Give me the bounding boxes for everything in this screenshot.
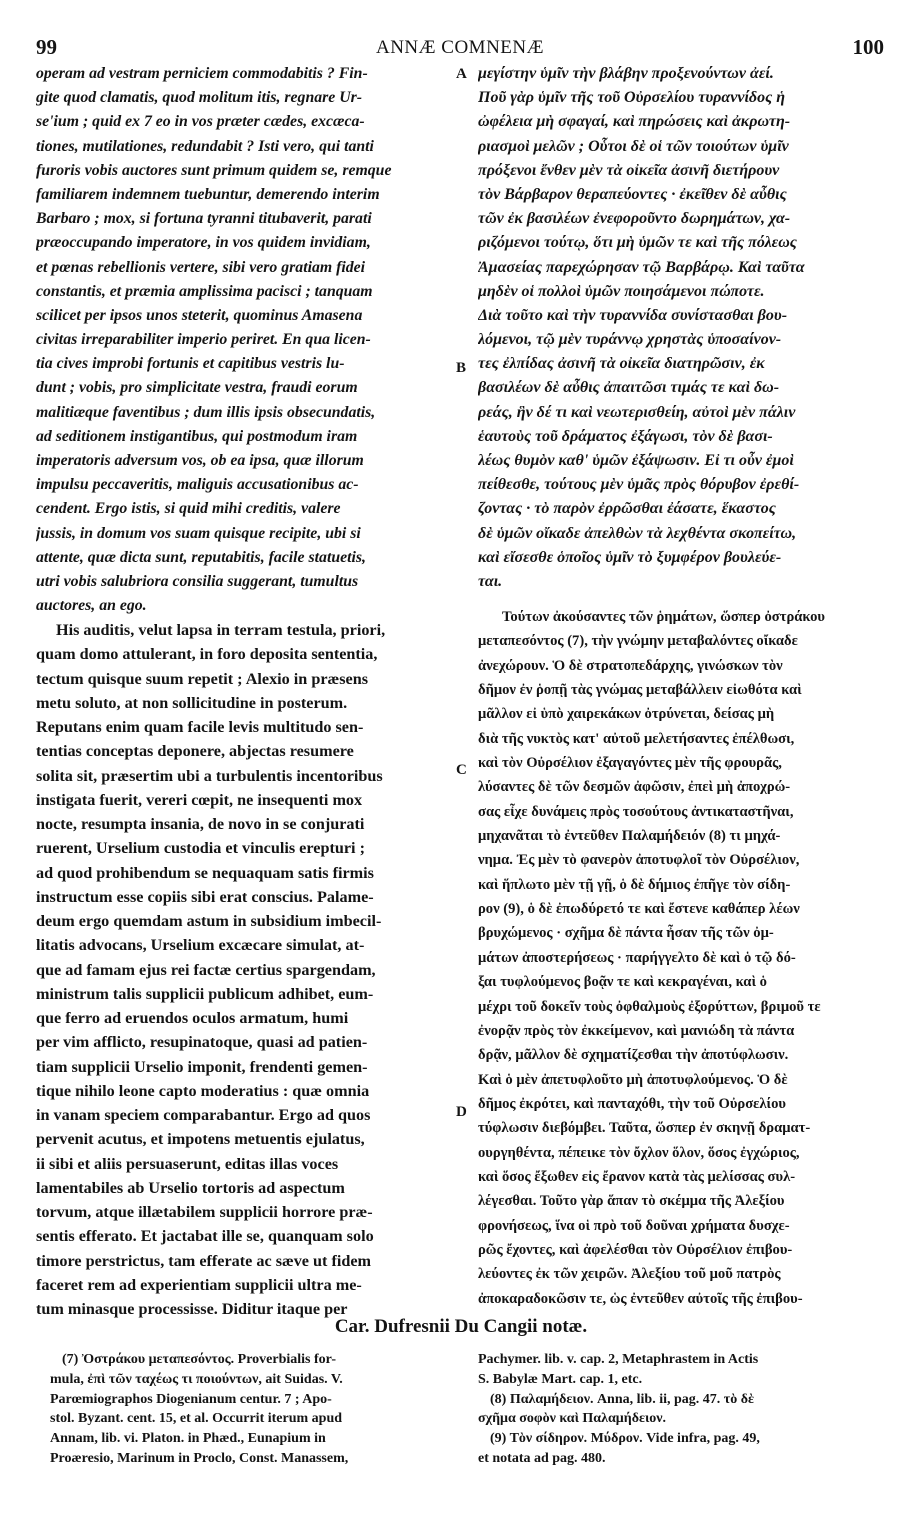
greek-italic-line: Ἀμασείας παρεχώρησαν τῷ Βαρβάρῳ. Καὶ ταῦτα (478, 258, 805, 276)
greek-speech-column (478, 62, 888, 594)
greek-text-line: μᾶλλον εἰ ὑπὸ χαιρεκάκων ὀτρύνεται, δείσας μὴ (478, 706, 775, 723)
latin-text-line: ad quod prohibendum se nequaquam satis firmis (36, 863, 374, 882)
latin-text-line: ministrum talis supplicii publicum adhibet, eum- (36, 984, 374, 1003)
greek-text-line: καὶ ὅσος ἔξωθεν εἰς ἔρανον κατὰ τὰς μελίσσας συλ- (478, 1168, 796, 1185)
note-line: stol. Byzant. cent. 15, et al. Occurrit iterum apud (50, 1411, 343, 1427)
greek-text-line: ξαι τυφλούμενος βοᾷν τε καὶ κεκραγέναι, καὶ ὁ (478, 974, 767, 991)
latin-italic-line: dunt ; vobis, pro simplicitate vestra, fraudi eorum (36, 379, 358, 397)
latin-text-line: deum ergo quemdam astum in subsidium imbecil- (36, 912, 382, 930)
greek-italic-line: μεγίστην ὑμῖν τὴν βλάβην προξενούντων ἀεί. (478, 65, 774, 82)
latin-text-line: quam domo attulerant, in foro deposita sententia, (36, 645, 378, 664)
notes-heading: Car. Dufresnii Du Cangii notæ. (334, 1316, 588, 1337)
running-head (36, 35, 884, 65)
greek-italic-line: τὸν Βάρβαρον θεραπεύοντες · ἐκεῖθεν δὲ αὖθις (478, 185, 787, 203)
greek-italic-line: Διὰ τοῦτο καὶ τὴν τυραννίδα συνίστασθαι βου- (478, 306, 788, 324)
latin-italic-line: scilicet per ipsos unos steterit, quominus Amasena (36, 306, 363, 324)
note-line: (9) Τὸν σίδηρον. Μύδρον. Vide infra, pag. 49, (490, 1431, 760, 1447)
latin-italic-line: familiarem indemnem tuebuntur, demerendo interim (36, 185, 380, 203)
latin-italic-line: et pœnas rebellionis vertere, sibi vero gratiam fidei (36, 258, 366, 276)
latin-italic-line: ad seditionem instigantibus, qui postmodum iram (36, 427, 358, 445)
greek-italic-line: πείθεσθε, τούτους μὲν ὑμᾶς πρὸς θόρυβον ἐρεθί- (478, 476, 800, 494)
greek-text-line: λύσαντες δὲ τῶν δεσμῶν ἀφῶσιν, ἐπεὶ μὴ ἀποχρώ- (478, 779, 791, 796)
greek-italic-line: δὲ ὑμῶν οἴκαδε ἀπελθὼν τὰ λεχθέντα σκοπείτω, (478, 524, 797, 542)
greek-text-line: καὶ τὸν Οὐρσέλιον ἐξαγαγόντες μὲν τῆς φρουρᾶς, (478, 755, 782, 772)
greek-italic-line: τες ἐλπίδας ἀσινῆ τὰ οἰκεῖα διατηρῶσιν, ἐκ (478, 355, 765, 373)
greek-italic-line: λόμενοι, τῷ μὲν τυράννῳ χρηστὰς ὑποσαίνον- (478, 331, 782, 349)
greek-italic-line: πρόξενοι ἔνθεν μὲν τὰ οἰκεῖα ἀσινῆ διετήρουν (478, 161, 780, 179)
greek-text-line: ἀνεχώρουν. Ὁ δὲ στρατοπεδάρχης, γινώσκων τὸν (478, 657, 783, 674)
latin-text-line: Reputans enim quam facile levis multitudo sen- (36, 718, 364, 736)
greek-text-line: Τούτων ἀκούσαντες τῶν ῥημάτων, ὥσπερ ὀστράκου (502, 609, 825, 625)
latin-text-line: pervenit acutus, et impotens metuentis ejulatus, (36, 1130, 365, 1149)
greek-italic-line: ται. (478, 572, 503, 590)
greek-text-line: ἀποκαραδοκῶσιν τε, ὡς ἐντεῦθεν αὐτοῖς τῆς ἐπιβου- (478, 1290, 803, 1307)
note-line: Annam, lib. vi. Platon. in Phæd., Eunapium in (50, 1431, 326, 1447)
greek-text-line: βρυχώμενος · σχῆμα δὲ πάντα ἦσαν τῆς τῶν ὀμ- (478, 925, 774, 942)
greek-italic-line: λέως θυμὸν καθ' ὑμῶν ἐξάψωσιν. Εἰ τι οὖν ἐμοὶ (478, 452, 794, 469)
greek-text-line: φρονήσεως, ἵνα οἱ πρὸ τοῦ δοῦναι χρήματα δυσχε- (478, 1217, 790, 1234)
latin-text-line: torvum, atque illætabilem supplicii horrore præ- (36, 1203, 373, 1221)
latin-italic-line: malitiæque faventibus ; dum illis ipsis obsecundatis, (36, 403, 376, 421)
margin-mark-c: C (456, 762, 467, 778)
latin-italic-line: auctores, an ego. (36, 597, 147, 615)
latin-text-line: ii sibi et aliis persuaserunt, editas illas voces (36, 1154, 339, 1173)
latin-italic-line: cendent. Ergo istis, si quid mihi creditis, valere (36, 500, 341, 518)
margin-mark-a: A (456, 66, 467, 82)
note-line: Proæresio, Marinum in Proclo, Const. Manassem, (50, 1450, 349, 1466)
greek-text-line: μεταπεσόντος (7), τὴν γνώμην μεταβαλόντες οἴκαδε (478, 633, 798, 650)
latin-text-line: ruerent, Urselium custodia et vinculis erepturi ; (36, 839, 365, 858)
latin-text-line: sentis efferato. Et jactabat ille se, quanquam solo (36, 1227, 374, 1246)
greek-text-line: δῆμον ἐν ῥοπῇ τὰς γνώμας μεταβάλλειν εἰωθότα καὶ (478, 682, 802, 699)
latin-text-line: que ferro ad eruendos oculos armatum, humi (36, 1009, 349, 1027)
latin-text-line: timore perstrictus, tam efferate ac sæve ut fidem (36, 1251, 372, 1270)
greek-text-line: νημα. Ἐς μὲν τὸ φανερὸν ἀποτυφλοῖ τὸν Οὐρσέλιον, (478, 852, 800, 869)
greek-italic-line: βασιλέων δὲ αὖθις ἀπαιτῶσι τιμάς τε καὶ δω- (478, 379, 780, 397)
greek-narrative-column (478, 605, 886, 1311)
greek-text-line: καὶ ἥπλωτο μὲν τῇ γῇ, ὁ δὲ δήμιος ἐπῆγε τὸν σίδη- (478, 876, 791, 893)
latin-italic-line: utri vobis salubriora consilia suggerant, tumultus (36, 572, 359, 590)
greek-text-line: μηχανᾶται τὸ ἐντεῦθεν Παλαμήδειόν (8) τι μηχά- (478, 828, 781, 845)
greek-text-line: λεύοντες ἐκ τῶν χειρῶν. Ἀλεξίου τοῦ μοῦ πατρὸς (478, 1266, 781, 1283)
latin-text-line: tum minasque processisse. Diditur itaque per (36, 1300, 348, 1318)
latin-italic-line: Barbaro ; mox, si fortuna tyranni titubaverit, parati (36, 210, 372, 228)
greek-text-line: ουργηθέντα, πέπεικε τὸν ὄχλον ὅλον, ὅσος ἐγχώριος, (478, 1144, 800, 1161)
greek-text-line: λέγεσθαι. Τοῦτο γὰρ ἅπαν τὸ σκέμμα τῆς Ἀλεξίου (478, 1193, 785, 1210)
latin-text-line: faceret rem ad experientiam supplicii ultra me- (36, 1275, 362, 1294)
notes-left-column (50, 1350, 450, 1469)
greek-italic-line: ριζόμενοι τούτῳ, ὅτι μὴ ὑμῶν τε καὶ τῆς πόλεως (478, 234, 797, 252)
greek-italic-line: ὠφέλεια μὴ σφαγαί, καὶ πηρώσεις καὶ ἀκρωτη- (478, 113, 791, 131)
latin-text-line: in vanam speciem comparabantur. Ergo ad quos (36, 1106, 371, 1124)
latin-text-line: tectum quisque suum repetit ; Alexio in præsens (36, 669, 369, 688)
running-title: ANNÆ COMNENÆ (375, 37, 545, 58)
greek-italic-line: τῶν ἐκ βασιλέων ἐνεφοροῦντο δωρημάτων, χα- (478, 210, 791, 228)
greek-text-line: μάτων ἀποστερήσεως · παρήγγελτο δὲ καὶ ὁ τῷ δό- (478, 949, 796, 966)
greek-text-line: τύφλωσιν διεβόμβει. Ταῦτα, ὥσπερ ἐν σκηνῇ δραματ- (478, 1120, 811, 1137)
latin-italic-line: civitas irreparabiliter imperio periret. En qua licen- (36, 331, 371, 349)
latin-text-line: instigata fuerit, vereri cœpit, ne insequenti mox (36, 790, 363, 809)
latin-italic-line: tia cives improbi fortunis et capitibus vestris lu- (36, 355, 345, 373)
greek-italic-line: ριασμοὶ μελῶν ; Οὗτοι δὲ οἱ τῶν τοιούτων ὑμῖν (478, 137, 789, 155)
latin-speech-column (36, 62, 458, 618)
latin-narrative-column (36, 618, 458, 1321)
greek-text-line: Καὶ ὁ μὲν ἀπετυφλοῦτο μὴ ἀποτυφλούμενος. Ὁ δὲ (478, 1071, 788, 1088)
note-line: (7) Ὀστράκου μεταπεσόντος. Proverbialis for- (62, 1352, 337, 1367)
latin-text-line: solita sit, præsertim ubi a turbulentis incentoribus (36, 766, 383, 785)
greek-italic-line: ζοντας · τὸ παρὸν ἐρρῶσθαι ἐάσατε, ἕκαστος (478, 500, 776, 518)
greek-italic-line: καὶ εἴσεσθε ὁποῖος ὑμῖν τὸ ξυμφέρον βουλεύε- (478, 548, 782, 566)
note-line: σχῆμα σοφὸν καὶ Παλαμήδειον. (478, 1411, 667, 1427)
greek-text-line: μέχρι τοῦ δοκεῖν τοὺς ὀφθαλμοὺς ἐξορύττων, βριμοῦ τε (478, 998, 821, 1015)
margin-mark-b: B (456, 360, 467, 376)
latin-italic-line: operam ad vestram perniciem commodabitis ? Fin- (36, 65, 368, 82)
latin-italic-line: præoccupando imperatore, in vos quidem invidiam, (36, 234, 371, 252)
note-line: Parœmiographos Diogenianum centur. 7 ; Apo- (50, 1391, 332, 1407)
latin-italic-line: impulsu peccaveritis, maliguis accusationibus ac- (36, 476, 359, 494)
greek-text-line: δῆμος ἐκρότει, καὶ πανταχόθι, τὴν τοῦ Οὐρσελίου (478, 1095, 786, 1112)
margin-mark-d: D (456, 1104, 467, 1120)
latin-italic-line: se'ium ; quid ex 7 eo in vos præter cædes, excæca- (36, 113, 365, 131)
right-page-number: 100 (852, 35, 884, 59)
latin-text-line: instructum esse copiis sibi erat conscius. Palame- (36, 887, 374, 906)
greek-italic-line: ρεάς, ἣν δέ τι καὶ νεωτερισθείη, αὐτοὶ μὲν πάλιν (478, 403, 796, 421)
latin-italic-line: imperatoris adversum vos, ob ea ipsa, quæ illorum (36, 452, 364, 469)
note-line: (8) Παλαμήδειον. Anna, lib. ii, pag. 47. τὸ δὲ (490, 1391, 754, 1407)
latin-italic-line: furoris vobis auctores sunt primum quidem se, remque (36, 161, 392, 179)
greek-italic-line: ἑαυτοὺς τοῦ δράματος ἐξάγωσι, τὸν δὲ βασι- (478, 427, 773, 445)
greek-italic-line: Ποῦ γὰρ ὑμῖν τῆς τοῦ Οὐρσελίου τυραννίδος ἡ (478, 89, 786, 107)
notes-right-column (478, 1350, 888, 1469)
latin-italic-line: constantis, et præmia amplissima pacisci ; tanquam (36, 282, 373, 300)
latin-text-line: tique nihilo leone capto moderatius : quæ omnia (36, 1081, 370, 1100)
left-page-number: 99 (36, 35, 57, 59)
greek-italic-line: μηδὲν οἱ πολλοὶ ὑμῶν ποιησάμενοι πώποτε. (478, 282, 765, 300)
latin-text-line: His auditis, velut lapsa in terram testula, priori, (56, 621, 386, 639)
note-line: Pachymer. lib. v. cap. 2, Metaphrastem in Actis (478, 1352, 759, 1367)
latin-text-line: que ad famam ejus rei factæ certius spargendam, (36, 960, 376, 979)
note-line: S. Babylæ Mart. cap. 1, etc. (478, 1371, 643, 1387)
greek-text-line: διὰ τῆς νυκτὸς κατ' αὐτοῦ μελετήσαντες ἐπέλθωσι, (478, 730, 795, 747)
greek-text-line: ρῶς ἔχοντες, καὶ ἀφελέσθαι τὸν Οὐρσέλιον ἐπιβου- (478, 1241, 793, 1258)
note-line: mula, ἐπὶ τῶν ταχέως τι ποιούντων, ait Suidas. V. (50, 1371, 343, 1387)
greek-text-line: ἐνορᾷν πρὸς τὸν ἐκκείμενον, καὶ μανιώδη τὰ πάντα (478, 1022, 795, 1039)
latin-text-line: lamentabiles ab Urselio tortoris ad aspectum (36, 1178, 345, 1197)
latin-italic-line: gite quod clamatis, quod molitum itis, regnare Ur- (36, 89, 363, 107)
latin-text-line: metu soluto, at non sollicitudine in posterum. (36, 693, 348, 712)
latin-text-line: tiam supplicii Urselio imponit, frendenti gemen- (36, 1057, 368, 1076)
latin-text-line: litatis advocans, Urselium excæcare simulat, at- (36, 936, 365, 955)
greek-text-line: ρον (9), ὁ δὲ ἐπωδύρετό τε καὶ ἔστενε καθάπερ λέων (478, 901, 800, 918)
note-line: et notata ad pag. 480. (478, 1450, 606, 1466)
latin-italic-line: attente, quæ dicta sunt, reputabitis, facile statuetis, (36, 548, 366, 566)
latin-italic-line: jussis, in domum vos suam quisque recipite, ubi si (36, 524, 361, 542)
latin-text-line: nocte, resumpta insania, de novo in se conjurati (36, 815, 365, 833)
latin-text-line: tentias conceptas deponere, abjectas resumere (36, 742, 354, 761)
latin-text-line: per vim afflicto, resupinatoque, quasi ad patien- (36, 1033, 368, 1052)
latin-italic-line: tiones, mutilationes, redundabit ? Isti vero, qui tanti (36, 137, 374, 155)
greek-text-line: σας εἶχε δυνάμεις πρὸς τοσούτους ἀντικαταστῆναι, (478, 803, 794, 820)
greek-text-line: δρᾷν, μᾶλλον δὲ σχηματίζεσθαι τὴν ἀποτύφλωσιν. (478, 1047, 789, 1064)
